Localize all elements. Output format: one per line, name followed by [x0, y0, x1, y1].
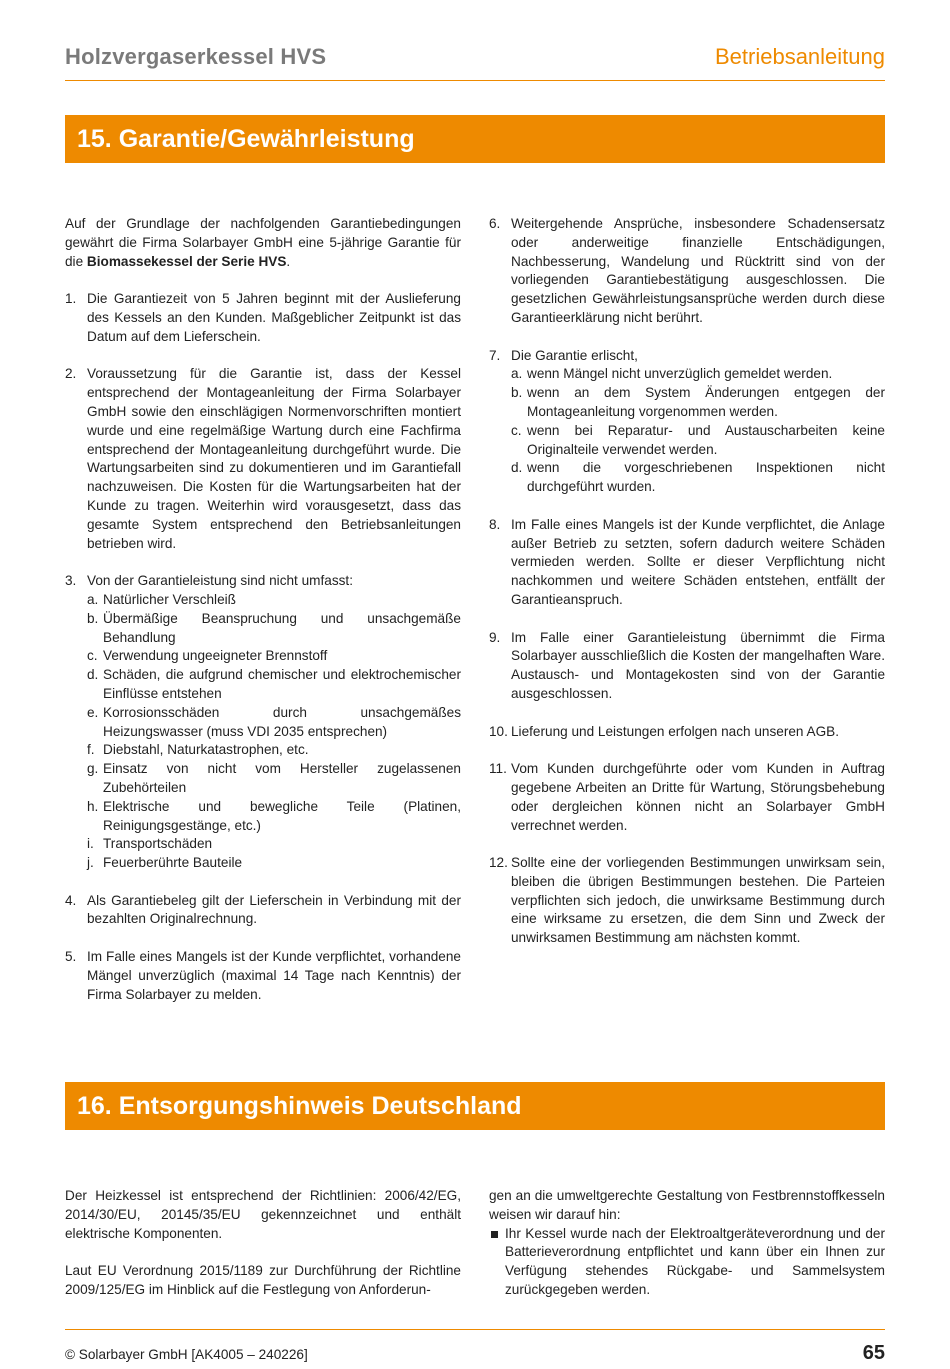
item-text: Von der Garantieleistung sind nicht umfasst:: [87, 573, 353, 589]
section-16-paragraph-1: Der Heizkessel ist entsprechend der Richtlinien: 2006/42/EG, 2014/30/EU, 20145/35/EU gekennzeichnet und enthält elektrische Komponenten.: [65, 1188, 461, 1241]
sub-item-letter: c.: [511, 422, 522, 438]
sub-item-letter: j.: [87, 855, 94, 871]
list-item: [489, 215, 885, 328]
item-number: 4.: [65, 892, 77, 908]
sub-list-item: [87, 591, 461, 610]
sub-item-text: wenn bei Reparatur- und Austauscharbeiten keine Originalteile verwendet werden.: [527, 422, 885, 457]
sub-item-text: wenn die vorgeschriebenen Inspektionen nicht durchgeführt wurden.: [527, 460, 885, 495]
sub-list-item: [87, 835, 461, 854]
sub-item-letter: d.: [87, 667, 99, 683]
intro-product: Biomassekessel der Serie HVS: [86, 253, 287, 269]
sub-list: [511, 365, 885, 497]
list-item: [65, 290, 461, 346]
item-text: Als Garantiebeleg gilt der Lieferschein in Verbindung mit der bezahlten Originalrechnung.: [87, 892, 461, 927]
intro-end: .: [286, 253, 291, 269]
item-text: Weitergehende Ansprüche, insbesondere Schadensersatz oder anderweitige finanzielle Entschädigungen, Nachbesserung, Wandelung und Rücktritt sind von der vorliegenden Garantiebestätigung ausgeschlossen. Die gesetzlichen Gewährleistungsansprüche werden durch diese Garantieerklärung nicht berührt.: [511, 216, 885, 325]
sub-item-letter: b.: [511, 385, 523, 401]
sub-list-item: [87, 704, 461, 742]
sub-list-item: [511, 459, 885, 497]
list-item: [489, 854, 885, 948]
sub-item-text: Verwendung ungeeigneter Brennstoff: [103, 648, 328, 664]
list-item: [65, 892, 461, 930]
sub-item-text: Elektrische und bewegliche Teile (Platinen, Reinigungsgestänge, etc.): [103, 798, 461, 833]
document-type: Betriebsanleitung: [714, 44, 885, 69]
header-divider: [65, 80, 885, 81]
list-item: [489, 516, 885, 610]
list-item: [489, 760, 885, 835]
section-16-paragraph-2-end: gen an die umweltgerechte Gestaltung von Festbrennstoffkesseln weisen wir darauf hin:: [489, 1188, 885, 1222]
sub-item-text: Korrosionsschäden durch unsachgemäßes Heizungswasser (muss VDI 2035 entsprechen): [103, 704, 461, 739]
sub-item-text: Übermäßige Beanspruchung und unsachgemäße Behandlung: [103, 610, 461, 645]
list-item: [489, 723, 885, 742]
section-16-heading: 16. Entsorgungshinweis Deutschland: [65, 1082, 885, 1130]
sub-list-item: [87, 741, 461, 760]
sub-item-letter: b.: [87, 610, 99, 626]
item-text: Die Garantie erlischt,: [511, 347, 638, 363]
sub-item-letter: c.: [87, 648, 98, 664]
section-16-right-column: [489, 1187, 885, 1300]
sub-item-letter: a.: [511, 366, 523, 382]
item-text: Lieferung und Leistungen erfolgen nach unseren AGB.: [511, 723, 840, 739]
sub-item-text: Schäden, die aufgrund chemischer und elektrochemischer Einflüsse entstehen: [103, 667, 461, 701]
intro-text: Auf der Grundlage der nachfolgenden Garantiebedingungen gewährt die Firma Solarbayer GmbH eine 5-jährige Garantie für die: [65, 216, 461, 269]
sub-list-item: [511, 384, 885, 422]
sub-item-letter: h.: [87, 798, 99, 814]
bullet-text: Ihr Kessel wurde nach der Elektroaltgeräteverordnung und der Batterieverordnung entpflichtet und kann über ein Ihnen zur Verfügung stehendes Rückgabe- und Sammelsystem zurückgegeben werden.: [505, 1225, 885, 1297]
sub-item-letter: d.: [511, 460, 523, 476]
bullet-square-icon: [491, 1231, 498, 1238]
item-number: 8.: [489, 516, 501, 532]
sub-list-item: [511, 365, 885, 384]
sub-item-text: Natürlicher Verschleiß: [103, 591, 236, 607]
list-item: [65, 365, 461, 553]
section-16-bullet-list: [489, 1225, 885, 1300]
list-item: [65, 948, 461, 1004]
sub-item-text: wenn Mängel nicht unverzüglich gemeldet werden.: [527, 366, 833, 382]
section-16-paragraph-2-start: Laut EU Verordnung 2015/1189 zur Durchführung der Richtline 2009/125/EG im Hinblick auf die Festlegung von Anforderun-: [65, 1263, 461, 1297]
section-16-left-column: [65, 1187, 461, 1300]
list-item: [489, 1225, 885, 1300]
item-number: 2.: [65, 366, 77, 382]
sub-list-item: [87, 854, 461, 873]
item-number: 5.: [65, 949, 77, 965]
sub-item-letter: f.: [87, 742, 95, 758]
sub-list: [87, 591, 461, 873]
item-text: Im Falle eines Mangels ist der Kunde verpflichtet, vorhandene Mängel unverzüglich (maximal 14 Tage nach Kenntnis) der Firma Solarbayer zu melden.: [87, 949, 461, 1002]
sub-list-item: [511, 422, 885, 460]
document-title: Holzvergaserkessel HVS: [65, 44, 327, 69]
item-text: Die Garantiezeit von 5 Jahren beginnt mit der Auslieferung des Kessels an den Kunden. Maßgeblicher Zeitpunkt ist das Datum auf dem Lieferschein.: [87, 291, 461, 344]
sub-item-letter: a.: [87, 591, 99, 607]
section-15-right-column: [489, 215, 885, 967]
list-item: [489, 347, 885, 497]
sub-list-item: [87, 760, 461, 798]
footer-divider: [65, 1329, 885, 1330]
item-number: 3.: [65, 573, 77, 589]
sub-item-text: Diebstahl, Naturkatastrophen, etc.: [103, 742, 309, 758]
sub-list-item: [87, 610, 461, 648]
section-15-heading: 15. Garantie/Gewährleistung: [65, 115, 885, 163]
sub-list-item: [87, 798, 461, 836]
item-text: Im Falle eines Mangels ist der Kunde verpflichtet, die Anlage außer Betrieb zu setzten, sofern dadurch weitere Schäden vermieden werden. Sollte er dieser Verpflichtung nicht nachkommen und weitere Schäden entstehen, entfällt der Garantieanspruch.: [511, 516, 885, 607]
section-15-intro: [65, 215, 461, 271]
sub-item-letter: g.: [87, 761, 99, 777]
item-text: Voraussetzung für die Garantie ist, dass der Kessel entsprechend der Montageanleitung der Firma Solarbayer GmbH sowie den einschlägigen Normenvorschriften montiert wurde und eine regelmäßige Wartung durch eine Fachfirma entsprechend der Montageanleitung durchgeführt wurde. Die Wartungsarbeiten sind zu dokumentieren und im Garantiefall nachzuweisen. Die Kosten für die Wartungsarbeiten hat der Kunde zu tragen. Weiterhin wird vorausgesetzt, dass das gesamte System entsprechend den Betriebsanleitungen betrieben wird.: [87, 366, 461, 551]
item-number: 1.: [65, 291, 77, 307]
item-number: 10.: [489, 723, 508, 739]
item-number: 12.: [489, 855, 508, 871]
item-number: 7.: [489, 347, 501, 363]
footer-copyright: © Solarbayer GmbH [AK4005 – 240226]: [65, 1347, 308, 1362]
sub-item-letter: e.: [87, 704, 99, 720]
list-item: [65, 572, 461, 873]
sub-item-text: wenn an dem System Änderungen entgegen der Montageanleitung vorgenommen werden.: [527, 385, 885, 419]
sub-item-text: Transportschäden: [103, 836, 213, 852]
section-15-left-column: [65, 215, 461, 1023]
item-text: Sollte eine der vorliegenden Bestimmungen unwirksam sein, bleiben die übrigen Bestimmungen bestehen. Die Parteien verpflichten sich jedoch, die unwirksame Bestimmung durch eine wirksame zu ersetzen, die dem Sinn und Zweck der unwirksamen Bestimmung am nächsten kommt.: [511, 855, 885, 946]
sub-item-letter: i.: [87, 836, 94, 852]
sub-item-text: Feuerberührte Bauteile: [103, 855, 243, 871]
page-number: 65: [862, 1342, 885, 1364]
sub-list-item: [87, 647, 461, 666]
sub-item-text: Einsatz von nicht vom Hersteller zugelassenen Zubehörteilen: [103, 761, 461, 795]
item-text: Vom Kunden durchgeführte oder vom Kunden in Auftrag gegebene Arbeiten an Dritte für Wartung, Störungsbehebung oder dergleichen können nicht an Solarbayer GmbH verrechnet werden.: [511, 761, 885, 833]
item-number: 9.: [489, 629, 501, 645]
item-text: Im Falle einer Garantieleistung übernimmt die Firma Solarbayer ausschließlich die Kosten der mangelhaften Ware. Austausch- und Montagekosten sind von der Garantie ausgeschlossen.: [511, 629, 885, 701]
sub-list-item: [87, 666, 461, 704]
list-item: [489, 629, 885, 704]
item-number: 6.: [489, 216, 501, 231]
item-number: 11.: [489, 761, 507, 777]
